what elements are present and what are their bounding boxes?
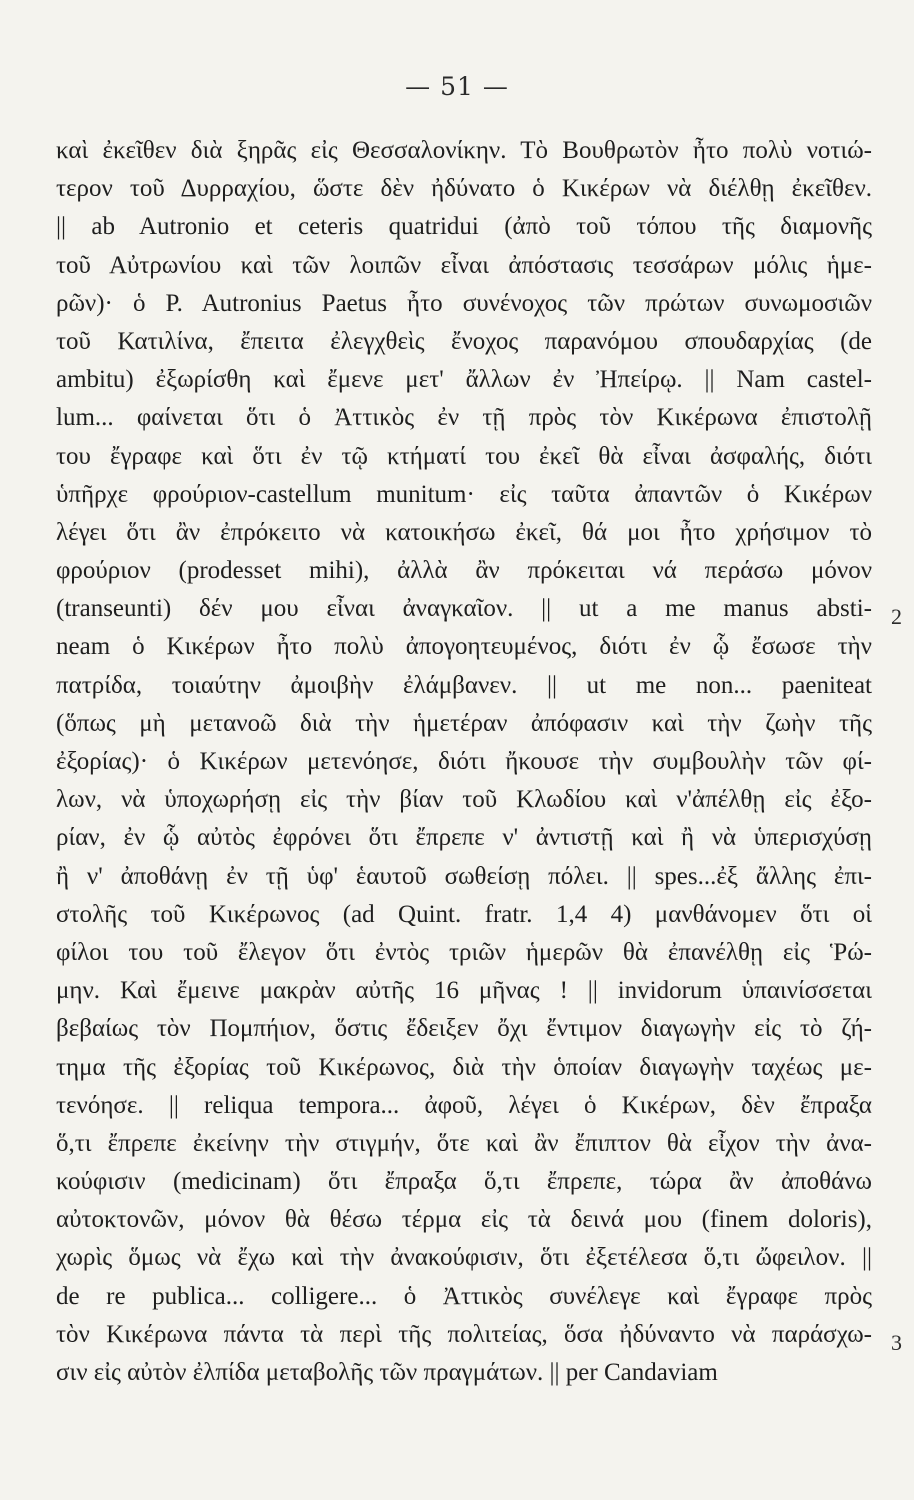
text-line: χωρὶς ὅμως νὰ ἔχω καὶ τὴν ἀνακούφισιν, ὅτι ἐξετέλεσα ὅ,τι ὤφειλον. || (56, 1244, 872, 1272)
text-line: βεβαίως τὸν Πομπήιον, ὅστις ἔδειξεν ὄχι ἔντιμον διαγωγὴν εἰς τὸ ζή- (56, 1015, 872, 1043)
margin-note: 3 (891, 1330, 902, 1355)
text-line: σιν εἰς αὐτὸν ἐλπίδα μεταβολῆς τῶν πραγμάτων. || per Candaviam (56, 1359, 718, 1386)
text-line: λων, νὰ ὑποχωρήσῃ εἰς τὴν βίαν τοῦ Κλωδίου καὶ ν'ἀπέλθῃ εἰς ἐξο- (56, 786, 872, 814)
commentary-text (56, 132, 872, 1392)
text-line: ἢ ν' ἀποθάνῃ ἐν τῇ ὑφ' ἑαυτοῦ σωθείσῃ πόλει. || spes...ἐξ ἄλλης ἐπι- (56, 862, 872, 890)
text-line: (ὅπως μὴ μετανοῶ διὰ τὴν ἡμετέραν ἀπόφασιν καὶ τὴν ζωὴν τῆς (56, 709, 872, 737)
text-line: του ἔγραφε καὶ ὅτι ἐν τῷ κτήματί του ἐκεῖ θὰ εἶναι ἀσφαλής, διότι (56, 442, 872, 470)
text-line: τημα τῆς ἐξορίας τοῦ Κικέρωνος, διὰ τὴν ὁποίαν διαγωγὴν ταχέως με- (56, 1053, 872, 1081)
text-line: μην. Καὶ ἔμεινε μακρὰν αὐτῆς 16 μῆνας ! || invidorum ὑπαινίσσεται (56, 977, 872, 1005)
text-line: τενόησε. || reliqua tempora... ἀφοῦ, λέγει ὁ Κικέρων, δὲν ἔπραξα (56, 1091, 872, 1119)
text-line: ὅ,τι ἔπρεπε ἐκείνην τὴν στιγμήν, ὅτε καὶ ἂν ἔπιπτον θὰ εἶχον τὴν ἀνα- (56, 1129, 872, 1157)
text-line: στολῆς τοῦ Κικέρωνος (ad Quint. fratr. 1,4 4) μανθάνομεν ὅτι οἱ (56, 900, 872, 928)
text-line: ρίαν, ἐν ᾧ αὐτὸς ἐφρόνει ὅτι ἔπρεπε ν' ἀντιστῇ καὶ ἢ νὰ ὑπερισχύσῃ (56, 824, 872, 852)
text-line: ὑπῆρχε φρούριον-castellum munitum· εἰς ταῦτα ἀπαντῶν ὁ Κικέρων (56, 480, 872, 508)
text-line: πατρίδα, τοιαύτην ἀμοιβὴν ἐλάμβανεν. || ut me non... paeniteat (56, 671, 872, 699)
text-line: ἐξορίας)· ὁ Κικέρων μετενόησε, διότι ἤκουσε τὴν συμβουλὴν τῶν φί- (56, 748, 872, 775)
text-line: τὸν Κικέρωνα πάντα τὰ περὶ τῆς πολιτείας, ὅσα ἠδύναντο νὰ παράσχω- (56, 1320, 872, 1348)
text-line: τοῦ Αὐτρωνίου καὶ τῶν λοιπῶν εἶναι ἀπόστασις τεσσάρων μόλις ἡμε- (56, 251, 872, 279)
text-line: τοῦ Κατιλίνα, ἔπειτα ἐλεγχθεὶς ἔνοχος παρανόμου σπουδαρχίας (de (56, 327, 872, 355)
text-line: || ab Autronio et ceteris quatridui (ἀπὸ τοῦ τόπου τῆς διαμονῆς (56, 213, 872, 241)
text-line: φρούριον (prodesset mihi), ἀλλὰ ἂν πρόκειται νά περάσω μόνον (56, 557, 872, 585)
text-line: ambitu) ἐξωρίσθη καὶ ἔμενε μετ' ἄλλων ἐν Ἠπείρῳ. || Nam castel- (56, 366, 872, 394)
text-line: καὶ ἐκεῖθεν διὰ ξηρᾶς εἰς Θεσσαλονίκην. Τὸ Βουθρωτὸν ἦτο πολὺ νοτιώ- (56, 137, 872, 164)
margin-note: 2 (891, 604, 902, 629)
text-line: (transeunti) δέν μου εἶναι ἀναγκαῖον. || ut a me manus absti- (56, 595, 872, 623)
text-line: lum... φαίνεται ὅτι ὁ Ἀττικὸς ἐν τῇ πρὸς τὸν Κικέρωνα ἐπιστολῇ (56, 404, 872, 432)
text-line: de re publica... colligere... ὁ Ἀττικὸς συνέλεγε καὶ ἔγραφε πρὸς (56, 1282, 872, 1310)
text-line: φίλοι του τοῦ ἔλεγον ὅτι ἐντὸς τριῶν ἡμερῶν θὰ ἐπανέλθῃ εἰς Ῥώ- (56, 938, 872, 966)
page-number: — 51 — (405, 72, 509, 101)
text-line: κούφισιν (medicinam) ὅτι ἔπραξα ὅ,τι ἔπρεπε, τώρα ἂν ἀποθάνω (56, 1168, 872, 1196)
text-line: λέγει ὅτι ἂν ἐπρόκειτο νὰ κατοικήσω ἐκεῖ, θά μοι ἦτο χρήσιμον τὸ (56, 518, 872, 546)
text-line: neam ὁ Κικέρων ἦτο πολὺ ἀπογοητευμένος, διότι ἐν ᾧ ἔσωσε τὴν (56, 633, 872, 661)
text-line: ρῶν)· ὁ P. Autronius Paetus ἦτο συνένοχος τῶν πρώτων συνωμοσιῶν (56, 289, 872, 317)
text-line: αὐτοκτονῶν, μόνον θὰ θέσω τέρμα εἰς τὰ δεινά μου (finem doloris), (56, 1206, 872, 1234)
text-line: τερον τοῦ Δυρραχίου, ὥστε δὲν ἠδύνατο ὁ Κικέρων νὰ διέλθῃ ἐκεῖθεν. (56, 175, 872, 203)
